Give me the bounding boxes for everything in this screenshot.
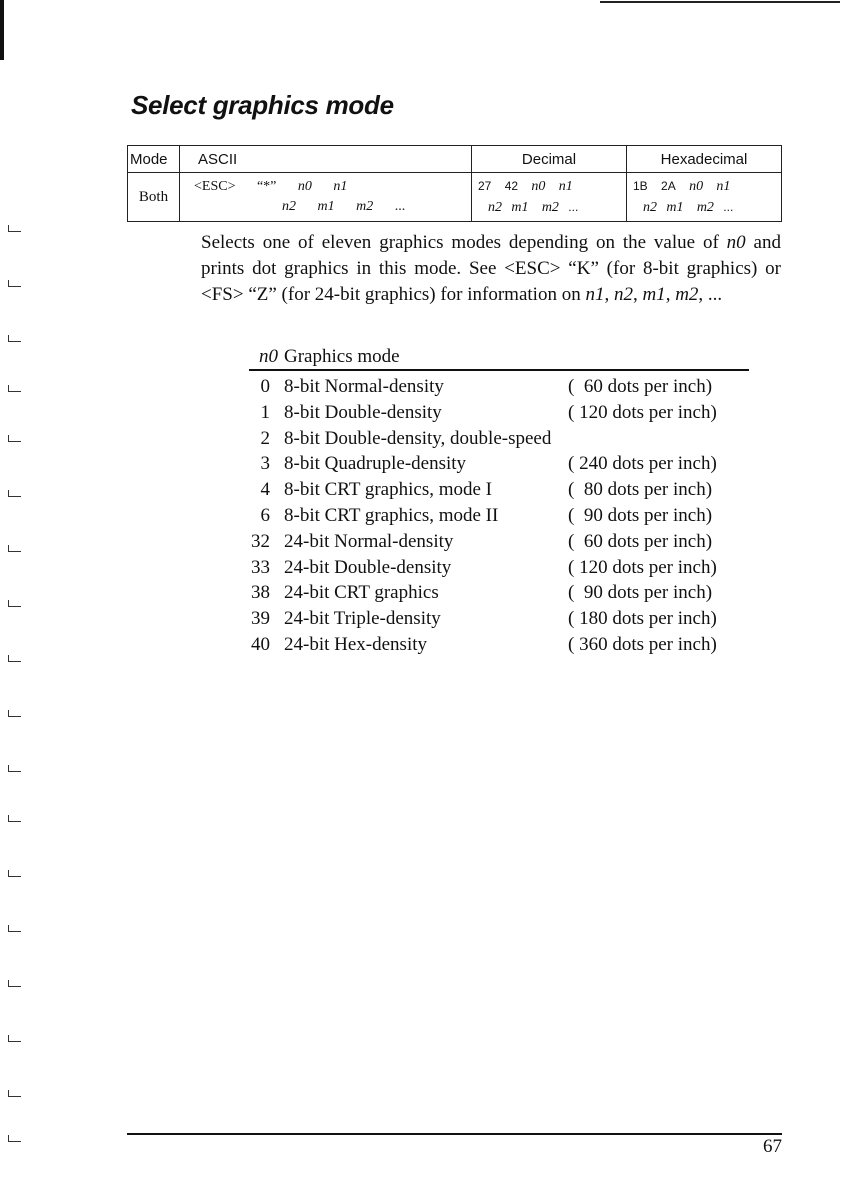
decimal-byte-2: 42 — [504, 179, 519, 193]
hex-m1: m1 — [666, 200, 684, 215]
mode-row: 3 8-bit Quadruple-density ( 240 dots per inch) — [260, 453, 717, 475]
mode-row: 4 8-bit CRT graphics, mode I ( 80 dots per inch) — [260, 479, 713, 501]
row-mode: Both — [128, 173, 180, 222]
mode-row: 6 8-bit CRT graphics, mode II ( 90 dots per inch) — [260, 504, 713, 526]
header-decimal: Decimal — [472, 146, 627, 173]
decimal-m2: m2 — [541, 200, 559, 215]
command-table — [127, 145, 782, 222]
ascii-star: “*” — [256, 179, 277, 194]
ascii-esc: <ESC> — [194, 179, 236, 194]
page-title: Select graphics mode — [131, 90, 394, 120]
mode-row: 2 8-bit Double-density, double-speed — [260, 427, 552, 449]
decimal-n1: n1 — [558, 179, 573, 194]
header-ascii: ASCII — [180, 146, 472, 173]
ascii-n2: n2 — [282, 199, 296, 214]
ascii-m2: m2 — [356, 199, 374, 214]
modes-header-n0: n0 — [259, 346, 278, 367]
top-edge-rule — [600, 1, 840, 3]
ascii-n1: n1 — [333, 179, 348, 194]
mode-row: 40 24-bit Hex-density ( 360 dots per inch) — [251, 633, 717, 655]
decimal-ellipsis: ... — [568, 200, 579, 214]
hex-n1: n1 — [716, 179, 731, 194]
hex-m2: m2 — [696, 200, 714, 215]
ascii-n0: n0 — [297, 179, 312, 194]
hex-byte-1: 1B — [633, 179, 648, 193]
modes-header-rule — [249, 369, 749, 371]
mode-row: 1 8-bit Double-density ( 120 dots per inch) — [260, 401, 717, 423]
mode-row: 32 24-bit Normal-density ( 60 dots per inch) — [251, 530, 713, 552]
modes-header-name: Graphics mode — [284, 346, 400, 367]
graphics-modes-table — [240, 344, 755, 654]
command-table-row — [128, 173, 782, 222]
ascii-ellipsis: ... — [394, 199, 406, 214]
description-paragraph: Selects one of eleven graphics modes depending on the value of n0 and prints dot graphics in this mode. See <ESC> “K” (for 8-bit graphics) or <FS> “Z” (for 24-bit graphics) for information on n1, n2, m1, m2, ... — [201, 232, 781, 305]
decimal-n0: n0 — [531, 179, 546, 194]
modes-list — [240, 374, 755, 658]
hex-n0: n0 — [689, 179, 704, 194]
mode-row: 33 24-bit Double-density ( 120 dots per inch) — [251, 556, 717, 578]
decimal-sequence — [472, 173, 627, 222]
decimal-m1: m1 — [511, 200, 529, 215]
command-table-header — [128, 146, 782, 173]
mode-row: 0 8-bit Normal-density ( 60 dots per inch) — [260, 376, 713, 397]
footer-rule — [127, 1133, 782, 1135]
page-number: 67 — [763, 1136, 782, 1157]
header-mode: Mode — [128, 146, 180, 173]
mode-row: 39 24-bit Triple-density ( 180 dots per inch) — [251, 608, 717, 630]
hex-n2: n2 — [643, 200, 657, 215]
hex-sequence — [627, 173, 782, 222]
hex-ellipsis: ... — [723, 200, 734, 214]
mode-row: 38 24-bit CRT graphics ( 90 dots per inch) — [251, 582, 713, 604]
header-hexadecimal: Hexadecimal — [627, 146, 782, 173]
binding-edge-mark — [0, 0, 4, 60]
decimal-n2: n2 — [488, 200, 502, 215]
hex-byte-2: 2A — [661, 179, 676, 193]
binding-scan-marks — [2, 210, 42, 1150]
ascii-sequence — [180, 173, 472, 222]
decimal-byte-1: 27 — [478, 179, 492, 193]
modes-header — [240, 344, 755, 370]
ascii-m1: m1 — [317, 199, 335, 214]
